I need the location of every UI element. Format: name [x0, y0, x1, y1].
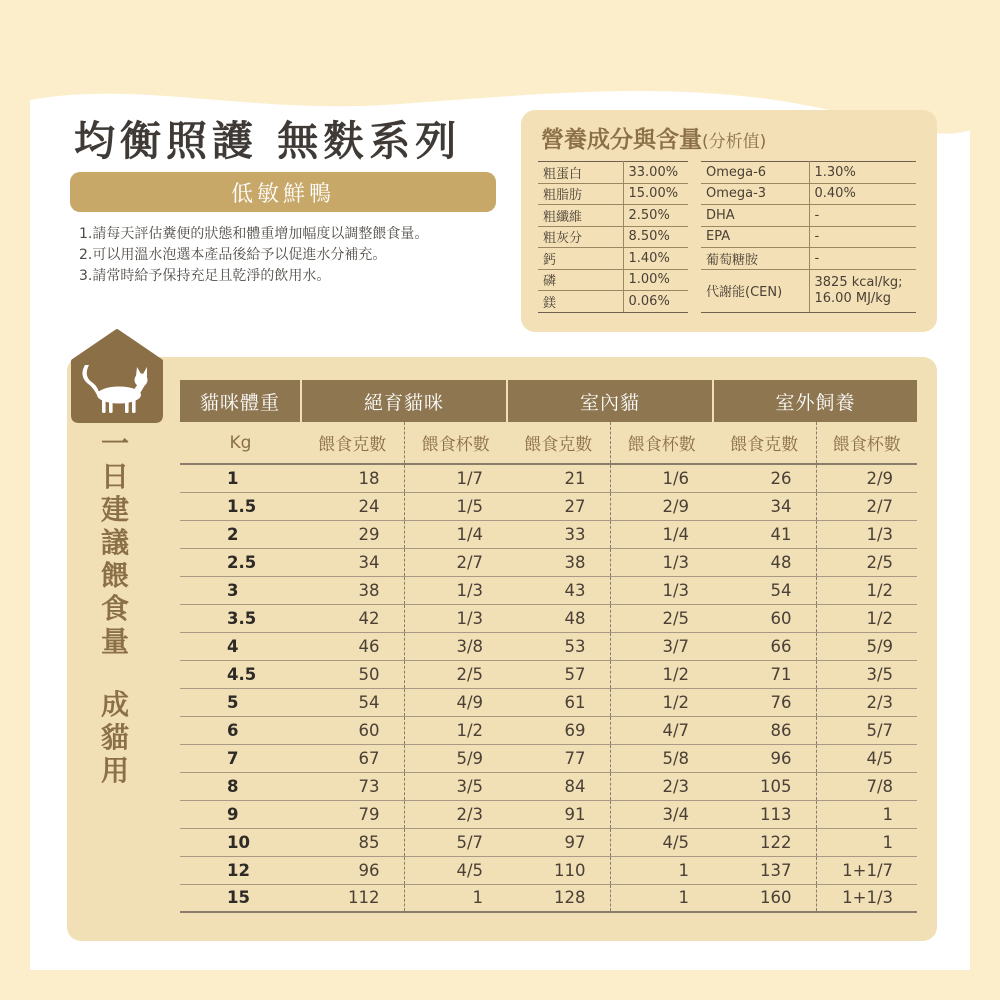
note-line: 2.可以用溫水泡選本產品後給予以促進水分補充。: [79, 247, 387, 263]
weight-cell: 1.5: [180, 492, 301, 520]
cups-cell: 1: [610, 856, 713, 884]
table-row: [180, 744, 917, 772]
vertical-label-char: 貓: [100, 721, 129, 754]
grams-cell: 46: [301, 632, 404, 660]
subheader-cups: 餵食杯數: [610, 422, 713, 464]
vertical-label-char: 一: [100, 427, 129, 460]
cups-cell: 1/7: [404, 464, 507, 492]
nutrient-name: 粗纖維: [538, 205, 623, 227]
table-row: [180, 716, 917, 744]
grams-cell: 38: [507, 548, 610, 576]
table-row: [180, 800, 917, 828]
grams-cell: 112: [301, 884, 404, 912]
table-row: [180, 856, 917, 884]
grams-cell: 41: [713, 520, 816, 548]
cups-cell: 3/8: [404, 632, 507, 660]
nutrient-name: Omega-3: [701, 183, 809, 205]
grams-cell: 42: [301, 604, 404, 632]
grams-cell: 57: [507, 660, 610, 688]
vertical-label-char: 議: [100, 526, 129, 559]
cups-cell: 5/7: [404, 828, 507, 856]
grams-cell: 38: [301, 576, 404, 604]
feeding-table-body: [180, 464, 917, 912]
grams-cell: 29: [301, 520, 404, 548]
grams-cell: 122: [713, 828, 816, 856]
cups-cell: 3/7: [610, 632, 713, 660]
nutrient-row: [538, 183, 688, 205]
vertical-label-char: 用: [100, 754, 129, 787]
grams-cell: 54: [301, 688, 404, 716]
nutrient-row: [701, 269, 916, 312]
grams-cell: 24: [301, 492, 404, 520]
subheader-cups: 餵食杯數: [404, 422, 507, 464]
table-row: [180, 576, 917, 604]
nutrient-value: -: [809, 248, 916, 270]
nutrient-name: EPA: [701, 226, 809, 248]
cups-cell: 2/3: [404, 800, 507, 828]
cups-cell: 1/3: [816, 520, 917, 548]
cups-cell: 2/7: [404, 548, 507, 576]
cups-cell: 1/3: [610, 548, 713, 576]
grams-cell: 21: [507, 464, 610, 492]
nutrient-name: DHA: [701, 205, 809, 227]
grams-cell: 50: [301, 660, 404, 688]
grams-cell: 67: [301, 744, 404, 772]
nutrient-row: [701, 248, 916, 270]
nutrient-row: [538, 226, 688, 248]
nutrient-value: [809, 269, 916, 312]
vertical-label-char: 日: [100, 460, 129, 493]
nutrient-row: [538, 269, 688, 291]
cups-cell: 1+1/7: [816, 856, 917, 884]
grams-cell: 48: [713, 548, 816, 576]
grams-cell: 96: [713, 744, 816, 772]
group-header-row: [180, 380, 917, 422]
weight-cell: 12: [180, 856, 301, 884]
grams-cell: 137: [713, 856, 816, 884]
table-row: [180, 660, 917, 688]
nutrient-row: [701, 205, 916, 227]
weight-cell: 6: [180, 716, 301, 744]
grams-cell: 60: [713, 604, 816, 632]
grams-cell: 33: [507, 520, 610, 548]
cups-cell: 1: [610, 884, 713, 912]
nutrient-name: 粗脂肪: [538, 183, 623, 205]
cups-cell: 2/3: [610, 772, 713, 800]
vertical-label-char: 量: [100, 625, 129, 658]
nutrition-panel: [521, 110, 937, 332]
table-row: [180, 828, 917, 856]
weight-cell: 10: [180, 828, 301, 856]
nutrient-name: 鎂: [538, 291, 623, 313]
cups-cell: 1/4: [404, 520, 507, 548]
weight-cell: 3: [180, 576, 301, 604]
vertical-label-char: 建: [100, 493, 129, 526]
nutrient-value: 0.06%: [623, 291, 688, 313]
nutrient-value: 33.00%: [623, 162, 688, 184]
weight-cell: 2: [180, 520, 301, 548]
cups-cell: 1/2: [610, 688, 713, 716]
cups-cell: 4/5: [610, 828, 713, 856]
cups-cell: 2/5: [610, 604, 713, 632]
cups-cell: 4/9: [404, 688, 507, 716]
table-row: [180, 772, 917, 800]
nutrient-value: 1.00%: [623, 269, 688, 291]
nutrient-name: Omega-6: [701, 162, 809, 184]
note-line: 1.請每天評估糞便的狀態和體重增加幅度以調整餵食量。: [79, 226, 429, 242]
weight-cell: 8: [180, 772, 301, 800]
sub-header-row: [180, 422, 917, 464]
cups-cell: 2/7: [816, 492, 917, 520]
grams-cell: 43: [507, 576, 610, 604]
grams-cell: 54: [713, 576, 816, 604]
feeding-notes: [79, 224, 428, 287]
cups-cell: 1/3: [404, 576, 507, 604]
nutrition-table-right: [701, 161, 916, 313]
cups-cell: 5/9: [404, 744, 507, 772]
grams-cell: 27: [507, 492, 610, 520]
cups-cell: 5/8: [610, 744, 713, 772]
weight-cell: 1: [180, 464, 301, 492]
grams-cell: 97: [507, 828, 610, 856]
nutrient-value: -: [809, 226, 916, 248]
nutrient-value: -: [809, 205, 916, 227]
nutrient-row: [701, 183, 916, 205]
cups-cell: 1/2: [816, 576, 917, 604]
grams-cell: 79: [301, 800, 404, 828]
weight-cell: 4.5: [180, 660, 301, 688]
grams-cell: 71: [713, 660, 816, 688]
nutrient-row: [701, 162, 916, 184]
cups-cell: 1/6: [610, 464, 713, 492]
cups-cell: 4/7: [610, 716, 713, 744]
nutrient-name: 粗灰分: [538, 226, 623, 248]
nutrition-table-left: [538, 161, 688, 313]
nutrient-value: 1.30%: [809, 162, 916, 184]
cups-cell: 3/5: [816, 660, 917, 688]
grams-cell: 48: [507, 604, 610, 632]
nutrient-name: 代謝能(CEN): [701, 269, 809, 312]
weight-cell: 3.5: [180, 604, 301, 632]
subheader-grams: 餵食克數: [713, 422, 816, 464]
table-row: [180, 688, 917, 716]
cups-cell: 1: [816, 828, 917, 856]
cups-cell: 2/5: [816, 548, 917, 576]
nutrient-value: 2.50%: [623, 205, 688, 227]
nutrient-name: 粗蛋白: [538, 162, 623, 184]
weight-cell: 5: [180, 688, 301, 716]
nutrition-title-suffix: (分析值): [702, 132, 767, 152]
page-title: 均衡照護 無麩系列: [74, 117, 462, 165]
cups-cell: 3/5: [404, 772, 507, 800]
grams-cell: 110: [507, 856, 610, 884]
cups-cell: 4/5: [816, 744, 917, 772]
energy-value-line: 3825 kcal/kg;: [814, 274, 903, 290]
nutrient-row: [538, 205, 688, 227]
nutrient-value: 0.40%: [809, 183, 916, 205]
header-weight: 貓咪體重: [180, 380, 301, 422]
grams-cell: 160: [713, 884, 816, 912]
nutrient-value: 8.50%: [623, 226, 688, 248]
weight-cell: 9: [180, 800, 301, 828]
nutrition-title-main: 營養成分與含量: [541, 127, 702, 153]
cups-cell: 1/3: [610, 576, 713, 604]
grams-cell: 86: [713, 716, 816, 744]
grams-cell: 73: [301, 772, 404, 800]
house-icon: [67, 325, 167, 425]
grams-cell: 61: [507, 688, 610, 716]
grams-cell: 91: [507, 800, 610, 828]
grams-cell: 77: [507, 744, 610, 772]
table-row: [180, 548, 917, 576]
cups-cell: 1: [404, 884, 507, 912]
nutrient-value: 15.00%: [623, 183, 688, 205]
nutrient-name: 磷: [538, 269, 623, 291]
cups-cell: 2/5: [404, 660, 507, 688]
cups-cell: 1/2: [404, 716, 507, 744]
weight-cell: 7: [180, 744, 301, 772]
grams-cell: 66: [713, 632, 816, 660]
grams-cell: 53: [507, 632, 610, 660]
cups-cell: 1/3: [404, 604, 507, 632]
table-row: [180, 520, 917, 548]
grams-cell: 105: [713, 772, 816, 800]
grams-cell: 34: [301, 548, 404, 576]
cups-cell: 1/2: [610, 660, 713, 688]
grams-cell: 113: [713, 800, 816, 828]
cups-cell: 1/2: [816, 604, 917, 632]
note-line: 3.請常時給予保持充足且乾淨的飲用水。: [79, 268, 331, 284]
subheader-cups: 餵食杯數: [816, 422, 917, 464]
nutrition-title: [541, 121, 766, 154]
vertical-label-char: 成: [100, 688, 129, 721]
nutrient-value: 1.40%: [623, 248, 688, 270]
cups-cell: 3/4: [610, 800, 713, 828]
table-row: [180, 604, 917, 632]
energy-value-line: 16.00 MJ/kg: [814, 290, 892, 306]
grams-cell: 128: [507, 884, 610, 912]
vertical-label: [98, 427, 132, 787]
grams-cell: 18: [301, 464, 404, 492]
vertical-label-char: 餵: [100, 559, 129, 592]
weight-cell: 15: [180, 884, 301, 912]
subheader-grams: 餵食克數: [507, 422, 610, 464]
nutrient-row: [538, 291, 688, 313]
table-row: [180, 632, 917, 660]
cups-cell: 4/5: [404, 856, 507, 884]
weight-cell: 2.5: [180, 548, 301, 576]
nutrient-row: [538, 248, 688, 270]
table-row: [180, 884, 917, 912]
grams-cell: 60: [301, 716, 404, 744]
nutrient-name: 鈣: [538, 248, 623, 270]
cups-cell: 5/9: [816, 632, 917, 660]
header-outdoor: 室外飼養: [713, 380, 917, 422]
flavor-banner: 低敏鮮鴨: [70, 172, 496, 212]
grams-cell: 85: [301, 828, 404, 856]
cups-cell: 2/3: [816, 688, 917, 716]
grams-cell: 76: [713, 688, 816, 716]
cups-cell: 7/8: [816, 772, 917, 800]
grams-cell: 34: [713, 492, 816, 520]
header-neutered: 絕育貓咪: [301, 380, 507, 422]
vertical-label-char: 食: [100, 592, 129, 625]
cups-cell: 1: [816, 800, 917, 828]
table-row: [180, 492, 917, 520]
cups-cell: 2/9: [610, 492, 713, 520]
weight-cell: 4: [180, 632, 301, 660]
grams-cell: 26: [713, 464, 816, 492]
nutrient-row: [701, 226, 916, 248]
cups-cell: 1+1/3: [816, 884, 917, 912]
grams-cell: 84: [507, 772, 610, 800]
cups-cell: 1/4: [610, 520, 713, 548]
nutrient-name: 葡萄糖胺: [701, 248, 809, 270]
grams-cell: 69: [507, 716, 610, 744]
subheader-kg: Kg: [180, 422, 301, 464]
table-row: [180, 464, 917, 492]
grams-cell: 96: [301, 856, 404, 884]
nutrient-row: [538, 162, 688, 184]
feeding-table: [180, 380, 917, 913]
cups-cell: 2/9: [816, 464, 917, 492]
header-indoor: 室內貓: [507, 380, 713, 422]
subheader-grams: 餵食克數: [301, 422, 404, 464]
cups-cell: 5/7: [816, 716, 917, 744]
cups-cell: 1/5: [404, 492, 507, 520]
